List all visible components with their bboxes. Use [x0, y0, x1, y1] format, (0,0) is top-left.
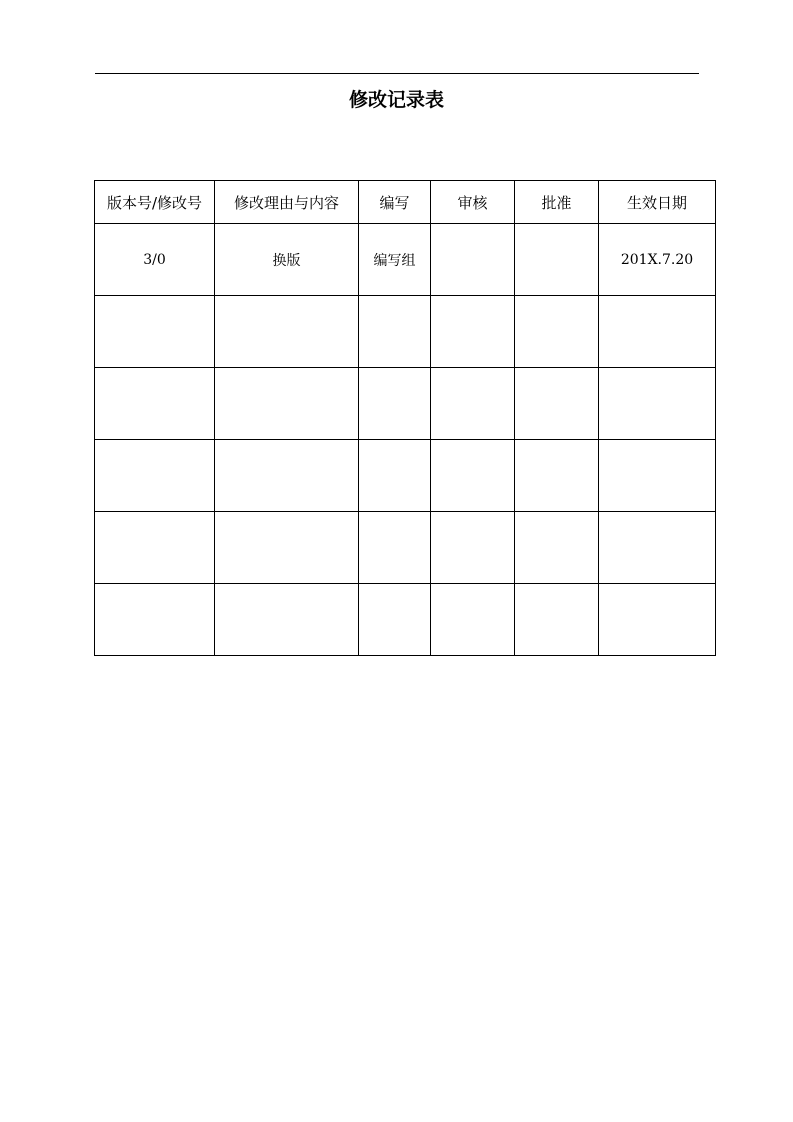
header-effective-date: 生效日期 [599, 181, 716, 224]
table-row [95, 512, 716, 584]
cell-version [95, 296, 215, 368]
cell-review [431, 512, 515, 584]
cell-effective-date [599, 440, 716, 512]
cell-review [431, 440, 515, 512]
cell-version: 3/0 [95, 224, 215, 296]
table-row [95, 440, 716, 512]
revision-record-table [94, 180, 716, 656]
cell-approve [515, 368, 599, 440]
table-header-row [95, 181, 716, 224]
table-row [95, 296, 716, 368]
page-title: 修改记录表 [348, 89, 444, 111]
cell-reason [215, 296, 359, 368]
cell-review [431, 224, 515, 296]
cell-author: 编写组 [359, 224, 431, 296]
header-rule [95, 73, 699, 74]
cell-effective-date [599, 368, 716, 440]
table-row [95, 224, 716, 296]
cell-author [359, 296, 431, 368]
cell-author [359, 512, 431, 584]
cell-effective-date [599, 512, 716, 584]
cell-approve [515, 296, 599, 368]
cell-review [431, 368, 515, 440]
cell-reason [215, 440, 359, 512]
cell-reason [215, 584, 359, 656]
cell-review [431, 584, 515, 656]
cell-approve [515, 512, 599, 584]
cell-effective-date [599, 584, 716, 656]
cell-effective-date [599, 296, 716, 368]
cell-approve [515, 224, 599, 296]
cell-version [95, 440, 215, 512]
cell-review [431, 296, 515, 368]
cell-version [95, 584, 215, 656]
cell-author [359, 368, 431, 440]
cell-effective-date: 201X.7.20 [599, 224, 716, 296]
cell-reason [215, 368, 359, 440]
cell-version [95, 512, 215, 584]
header-version: 版本号/修改号 [95, 181, 215, 224]
cell-author [359, 584, 431, 656]
cell-approve [515, 584, 599, 656]
cell-version [95, 368, 215, 440]
header-reason: 修改理由与内容 [215, 181, 359, 224]
cell-approve [515, 440, 599, 512]
table-row [95, 584, 716, 656]
header-author: 编写 [359, 181, 431, 224]
table-row [95, 368, 716, 440]
header-review: 审核 [431, 181, 515, 224]
cell-reason: 换版 [215, 224, 359, 296]
cell-reason [215, 512, 359, 584]
header-approve: 批准 [515, 181, 599, 224]
cell-author [359, 440, 431, 512]
